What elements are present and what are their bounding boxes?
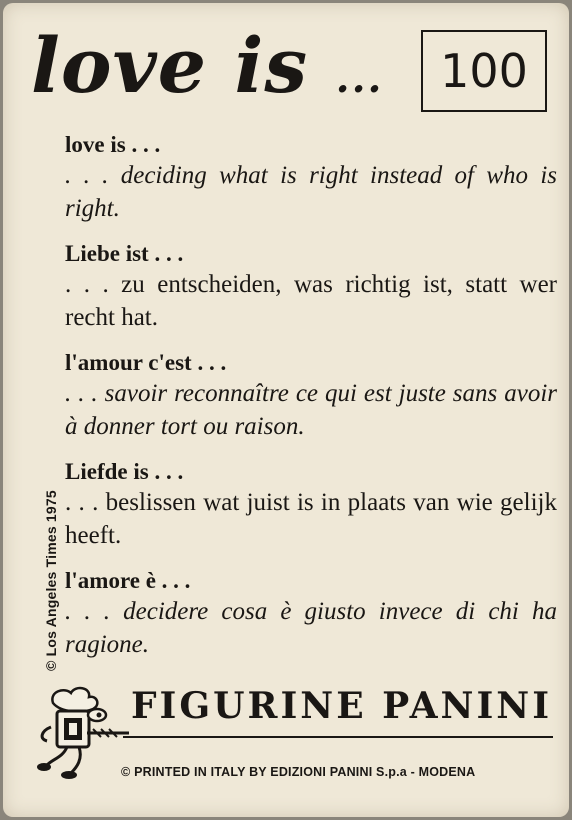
entry-text: . . . savoir reconnaître ce qui est juste sans avoir à donner tort ou raison. <box>65 380 557 440</box>
entry-text: . . . zu entscheiden, was richtig ist, statt wer recht hat. <box>65 271 557 331</box>
side-copyright: © Los Angeles Times 1975 <box>43 490 59 671</box>
translations-list <box>65 131 557 676</box>
title-dots: ... <box>335 55 384 102</box>
entry-english <box>65 131 557 225</box>
entry-heading: l'amour c'est . . . <box>65 350 227 375</box>
entry-text: . . . decidere cosa è giusto invece di chi ha ragione. <box>65 598 557 658</box>
sticker-card-back <box>3 3 569 817</box>
brand-logo-text: FIGURINE PANINI <box>131 685 553 727</box>
entry-dutch <box>65 458 557 552</box>
entry-heading: Liebe ist . . . <box>65 241 184 266</box>
entry-heading: l'amore è . . . <box>65 568 191 593</box>
footer-divider <box>123 736 553 738</box>
printed-credit: © PRINTED IN ITALY BY EDIZIONI PANINI S.p.a - MODENA <box>121 765 476 779</box>
entry-text: . . . deciding what is right instead of who is right. <box>65 162 557 222</box>
entry-heading: Liefde is . . . <box>65 459 184 484</box>
panini-knight-mascot-icon <box>31 685 131 781</box>
entry-heading: love is . . . <box>65 132 161 157</box>
entry-french <box>65 349 557 443</box>
entry-text: . . . beslissen wat juist is in plaats van wie gelijk heeft. <box>65 489 557 549</box>
card-number: 100 <box>421 30 547 112</box>
entry-german <box>65 240 557 334</box>
love-is-title <box>31 21 383 124</box>
entry-italian <box>65 567 557 661</box>
title-text: love is <box>31 21 309 110</box>
